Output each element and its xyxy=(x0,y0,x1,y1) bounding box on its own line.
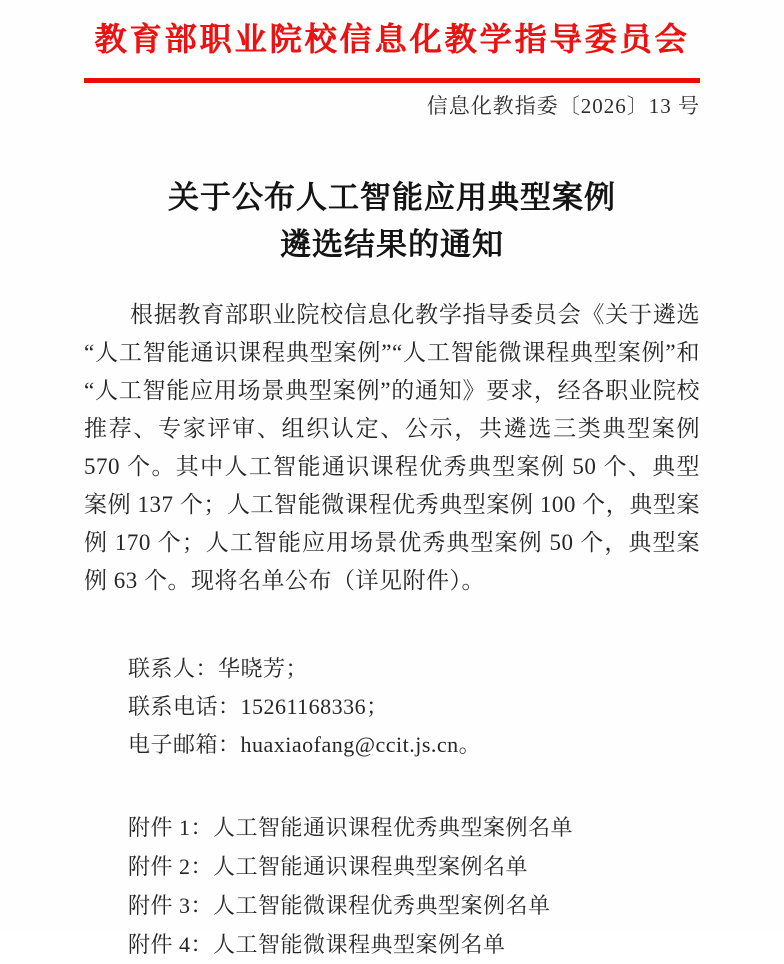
attachments-list xyxy=(84,808,700,964)
document-title-line-2: 遴选结果的通知 xyxy=(280,227,504,262)
body-paragraph: 根据教育部职业院校信息化教学指导委员会《关于遴选“人工智能通识课程典型案例”“人工智能微课程典型案例”和“人工智能应用场景典型案例”的通知》要求，经各职业院校推荐、专家评审、组织认定、公示，共遴选三类典型案例 570 个。其中人工智能通识课程优秀典型案例 50 个、典型案例 137 个；人工智能微课程优秀典型案例 100 个，典型案例 170 个；人工智能应用场景优秀典型案例 50 个，典型案例 63 个。现将名单公布（详见附件）。 xyxy=(84,302,700,593)
document-title-line-1: 关于公布人工智能应用典型案例 xyxy=(168,180,616,215)
attachment-item-3: 附件 3：人工智能微课程优秀典型案例名单 xyxy=(128,893,551,918)
contact-phone: 联系电话：15261168336； xyxy=(128,694,389,719)
red-divider xyxy=(84,78,700,83)
contact-email: 电子邮箱：huaxiaofang@ccit.js.cn。 xyxy=(128,732,482,757)
document-number: 信息化教指委〔2026〕13 号 xyxy=(426,94,700,118)
attachment-item-2: 附件 2：人工智能通识课程典型案例名单 xyxy=(128,854,529,879)
issuing-authority-title: 教育部职业院校信息化教学指导委员会 xyxy=(94,21,690,57)
contact-block xyxy=(84,650,700,764)
document-title xyxy=(84,174,700,268)
attachment-item-4: 附件 4：人工智能微课程典型案例名单 xyxy=(128,932,506,957)
attachment-item-1: 附件 1：人工智能通识课程优秀典型案例名单 xyxy=(128,815,574,840)
contact-person: 联系人：华晓芳； xyxy=(128,656,309,681)
